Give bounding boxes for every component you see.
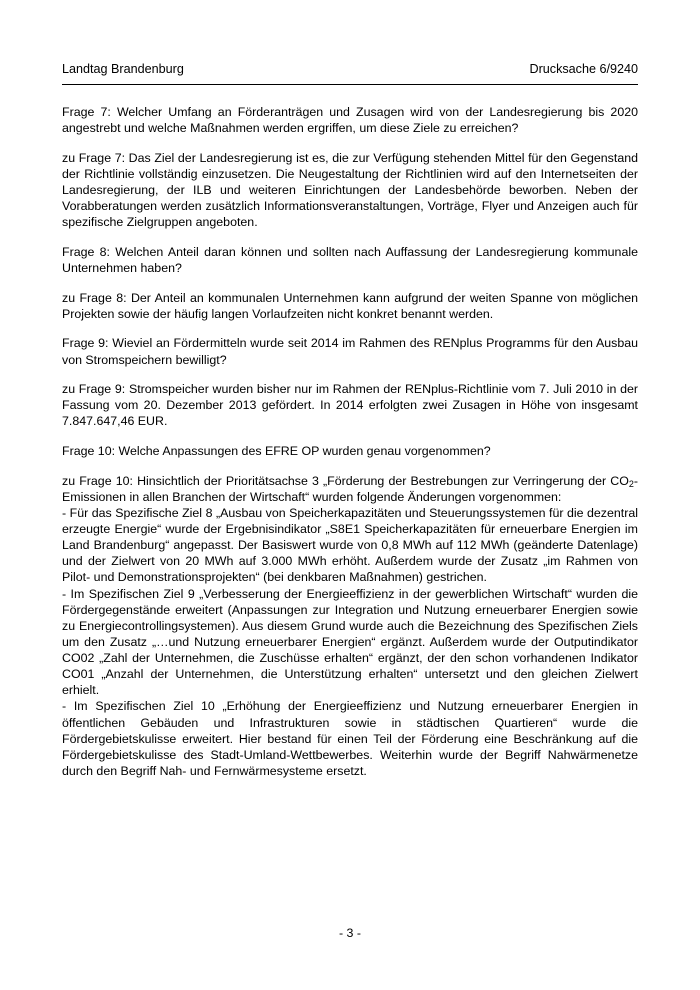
question-7: Frage 7: Welcher Umfang an Förderanträgen und Zusagen wird von der Landesregierung bis 2020 angestrebt und welche Maßnahmen werden ergriffen, um diese Ziele zu erreichen? [62,105,638,136]
answer-7: zu Frage 7: Das Ziel der Landesregierung ist es, die zur Verfügung stehenden Mittel für den Gegenstand der Richtlinie vollständig einzusetzen. Die Neugestaltung der Richtlinien wird auf den Internetseiten der Landesregierung, der ILB und weiteren Einrichtungen der Landesbehörde beworben. Neben der Vorabberatungen werden zusätzlich Informationsveranstaltungen, Vorträge, Flyer und Anzeigen auch für spezifische Zielgruppen angeboten. [62,150,638,230]
page-number: - 3 - [338,926,362,940]
answer-8: zu Frage 8: Der Anteil an kommunalen Unternehmen kann aufgrund der weiten Spanne von möglichen Projekten sowie der häufig langen Vorlaufzeiten nicht konkret benannt werden. [62,290,638,321]
answer-10-item-3: - Im Spezifischen Ziel 10 „Erhöhung der Energieeffizienz und Nutzung erneuerbarer Energien in öffentlichen Gebäuden und Infrastrukturen sowie in städtischen Quartieren“ wurde die Fördergebietskulisse erweitert. Hier bestand für einen Teil der Förderung eine Beschränkung auf die Fördergebietskulisse des Stadt-Umland-Wettbewerbes. Weiterhin wurde der Begriff Nahwärmenetze durch den Begriff Nah- und Fernwärmesysteme ersetzt. [62,699,638,778]
document-body [62,104,638,779]
question-10: Frage 10: Welche Anpassungen des EFRE OP wurden genau vorgenommen? [62,444,491,458]
page-footer [0,926,700,940]
answer-10-item-1: - Für das Spezifische Ziel 8 „Ausbau von Speicherkapazitäten und Steuerungssystemen für die dezentral erzeugte Energie“ wurde der Ergebnisindikator „S8E1 Speicherkapazitäten für erneuerbare Energien im Land Brandenburg“ angepasst. Der Basiswert wurde von 0,8 MWh auf 112 MWh (geänderte Datenlage) und der Zielwert von 20 MWh auf 3.000 MWh erhöht. Außerdem wurde der Zusatz „im Rahmen von Pilot- und Demonstrationsprojekten“ (bei denkbaren Maßnahmen) gestrichen. [62,505,638,585]
co2-subscript: 2 [628,478,634,489]
page-header [62,62,638,77]
answer-10-intro-before: zu Frage 10: Hinsichtlich der Prioritätsachse 3 „Förderung der Bestrebungen zur Verringerung der CO [62,473,629,488]
answer-9: zu Frage 9: Stromspeicher wurden bisher nur im Rahmen der RENplus-Richtlinie vom 7. Juli 2010 in der Fassung vom 20. Dezember 2013 gefördert. In 2014 erfolgten zwei Zusagen in Höhe von insgesamt 7.847.647,46 EUR. [62,382,638,429]
header-left-text: Landtag Brandenburg [62,62,184,76]
answer-10 [62,473,638,779]
question-8: Frage 8: Welchen Anteil daran können und sollten nach Auffassung der Landesregierung kommunale Unternehmen haben? [62,244,638,275]
question-9: Frage 9: Wieviel an Fördermitteln wurde seit 2014 im Rahmen des RENplus Programms für den Ausbau von Stromspeichern bewilligt? [62,336,638,367]
header-divider [62,84,638,85]
answer-10-intro [62,473,638,505]
answer-10-intro-after: -Emissionen in allen Branchen der Wirtschaft“ wurden folgende Änderungen vorgenommen: [62,473,638,504]
header-right-text: Drucksache 6/9240 [529,62,638,76]
answer-10-item-2: - Im Spezifischen Ziel 9 „Verbesserung der Energieeffizienz in der gewerblichen Wirtschaft“ wurden die Fördergegenstände erweitert (Anpassungen zur Integration und Nutzung erneuerbarer Energien sowie zu Energiecontrollingsystemen). Aus diesem Grund wurde auch die Bezeichnung des Spezifischen Ziels um den Zusatz „…und Nutzung erneuerbarer Energien“ ergänzt. Außerdem wurde der Outputindikator CO02 „Zahl der Unternehmen, die Zuschüsse erhalten“ ergänzt, der den schon vorhandenen Indikator CO01 „Anzahl der Unternehmen, die Unterstützung erhalten“ untersetzt und den gleichen Zielwert erhielt. [62,586,638,698]
